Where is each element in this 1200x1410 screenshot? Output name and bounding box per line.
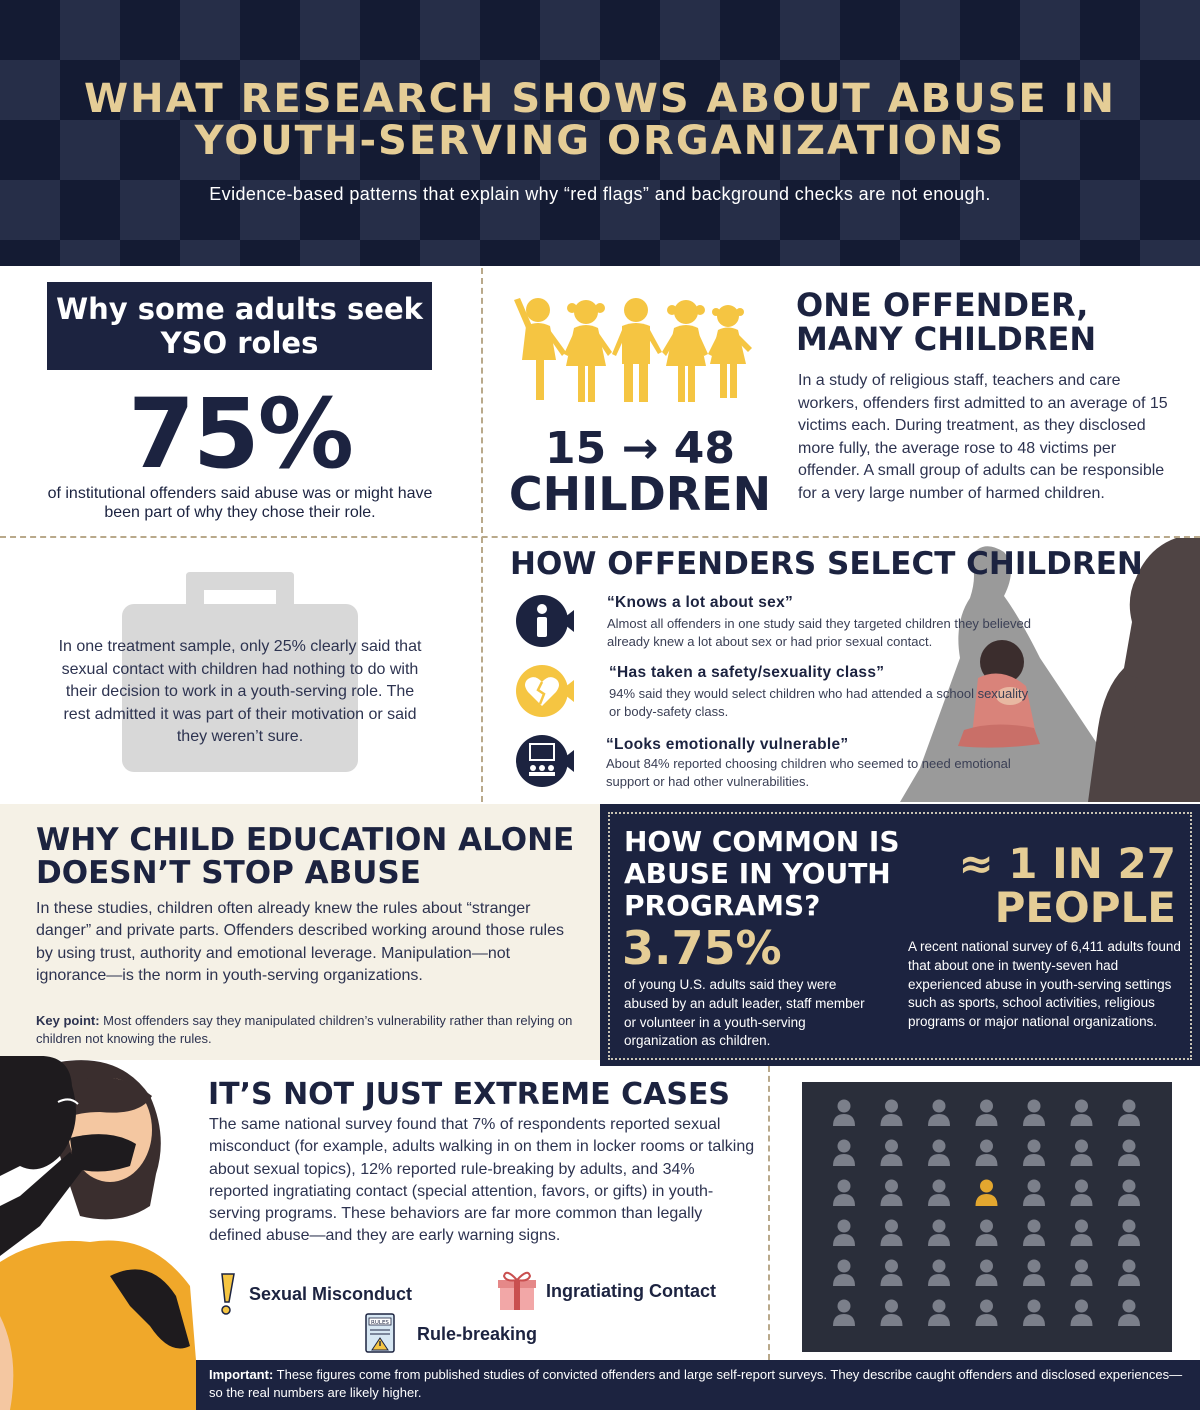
info-icon (516, 592, 574, 650)
person-icon (976, 1260, 998, 1287)
person-icon (1023, 1100, 1045, 1127)
ratio-line-2: PEOPLE (994, 883, 1176, 932)
key-point-label: Key point: (36, 1013, 100, 1028)
person-icon (976, 1100, 998, 1127)
person-icon (976, 1140, 998, 1167)
person-icon (1023, 1300, 1045, 1327)
person-icon (1118, 1100, 1140, 1127)
classroom-icon (516, 732, 574, 790)
divider-vertical-bottom (768, 1066, 770, 1360)
person-icon (1071, 1140, 1093, 1167)
person-icon (1071, 1180, 1093, 1207)
person-icon (928, 1140, 950, 1167)
person-icon (1118, 1260, 1140, 1287)
page-title: WHAT RESEARCH SHOWS ABOUT ABUSE IN YOUTH-SERVING ORGANIZATIONS (83, 76, 1117, 164)
person-icon (1071, 1300, 1093, 1327)
divider-vertical-top (481, 268, 483, 802)
rules-document-icon (364, 1312, 398, 1356)
ratio-line-1: ≈ 1 IN 27 (958, 839, 1176, 888)
person-icon (1118, 1220, 1140, 1247)
person-icon (1118, 1140, 1140, 1167)
extreme-cases-title: IT’S NOT JUST EXTREME CASES (208, 1077, 731, 1112)
person-icon (833, 1100, 855, 1127)
person-icon (1071, 1260, 1093, 1287)
person-icon (1118, 1300, 1140, 1327)
person-icon (928, 1180, 950, 1207)
select-item-heading: “Knows a lot about sex” (607, 594, 794, 611)
person-icon (928, 1260, 950, 1287)
children-silhouettes-icon (504, 290, 754, 410)
person-icon (1023, 1180, 1045, 1207)
person-icon (1023, 1140, 1045, 1167)
person-icon (1023, 1260, 1045, 1287)
stat-3-75-percent: 3.75% (622, 921, 782, 975)
seek-roles-heading: Why some adults seek YSO roles (47, 282, 432, 370)
frightened-girl-illustration (0, 1056, 200, 1410)
one-offender-body: In a study of religious staff, teachers and care workers, offenders first admitted to an average of 15 victims each. During treatment, as they disclosed more fully, the average rose to 48 victims per offender. A small group of adults can be responsible for a very large number of harmed children. (798, 372, 1168, 502)
select-item-heading: “Has taken a safety/sexuality class” (609, 664, 885, 681)
person-icon (1071, 1100, 1093, 1127)
one-offender-title: ONE OFFENDER, MANY CHILDREN (796, 286, 1097, 358)
ratio-caption: A recent national survey of 6,411 adults found that about one in twenty-seven had experienced abuse in youth-serving settings such as sports, school activities, religious programs or major national organizations. (908, 939, 1181, 1030)
select-item-body: 94% said they would select children who had attended a school sexuality or body-safety class. (609, 686, 1029, 719)
stat-75-caption: of institutional offenders said abuse was or might have been part of why they chose their role. (47, 485, 433, 521)
person-icon (881, 1140, 903, 1167)
select-item-body: Almost all offenders in one study said they targeted children they believed already knew a lot about sex or had prior sexual contact. (607, 616, 1031, 649)
person-icon (928, 1300, 950, 1327)
footer-text: These figures come from published studies of convicted offenders and large self-report surveys. They describe caught offenders and disclosed experiences—so the real numbers are likely higher. (209, 1367, 1183, 1400)
person-icon-highlighted (976, 1180, 998, 1207)
gift-icon (496, 1268, 538, 1312)
education-body: In these studies, children often already knew the rules about “stranger danger” and private parts. Offenders described working around those rules by using trust, authority and emotional leverage. Manipulation—not ignorance—is the norm in youth-serving organizations. (36, 900, 565, 984)
education-title: WHY CHILD EDUCATION ALONE DOESN’T STOP ABUSE (36, 822, 575, 891)
person-icon (928, 1100, 950, 1127)
stat-75-percent: 75% (128, 378, 352, 490)
select-children-title: HOW OFFENDERS SELECT CHILDREN (510, 546, 1143, 582)
person-icon (1118, 1180, 1140, 1207)
person-icon (881, 1260, 903, 1287)
person-icon (881, 1220, 903, 1247)
person-icon (881, 1100, 903, 1127)
broken-heart-icon (516, 662, 574, 720)
person-icon (833, 1220, 855, 1247)
legend-rule-breaking: Rule-breaking (417, 1324, 538, 1344)
rules-sign-text: RULES (371, 1320, 389, 1326)
header-banner (0, 0, 1200, 266)
footer-label: Important: (209, 1367, 274, 1382)
page-subtitle: Evidence-based patterns that explain why “red flags” and background checks are not enough. (209, 184, 991, 204)
person-icon (1071, 1220, 1093, 1247)
legend-ingratiating-contact: Ingratiating Contact (546, 1281, 716, 1301)
person-icon (928, 1220, 950, 1247)
treatment-sample-text: In one treatment sample, only 25% clearly said that sexual contact with children had nothing to do with their decision to work in a youth-serving role. The rest admitted it was part of their motivation or said they weren’t sure. (58, 638, 422, 745)
stat-3-75-caption: of young U.S. adults said they were abused by an adult leader, staff member or volunteer in a youth-serving organization as children. (624, 977, 865, 1049)
person-icon (833, 1260, 855, 1287)
common-title: HOW COMMON IS ABUSE IN YOUTH PROGRAMS? (624, 825, 900, 922)
person-icon (976, 1300, 998, 1327)
select-item-heading: “Looks emotionally vulnerable” (606, 736, 849, 753)
exclamation-icon (216, 1272, 238, 1316)
person-icon (976, 1220, 998, 1247)
education-key-point (36, 1012, 584, 1047)
key-point-text: Most offenders say they manipulated children’s vulnerability rather than relying on children not knowing the rules. (36, 1013, 573, 1046)
person-icon (881, 1180, 903, 1207)
victims-unit: CHILDREN (508, 467, 772, 521)
victims-range: 15 → 48 (545, 423, 735, 474)
person-icon (833, 1180, 855, 1207)
select-item-body: About 84% reported choosing children who seemed to need emotional support or had other vulnerabilities. (606, 756, 1011, 789)
person-icon (881, 1300, 903, 1327)
footer-note (209, 1366, 1189, 1402)
extreme-cases-body: The same national survey found that 7% of respondents reported sexual misconduct (for example, adults walking in on them in locker rooms or talking about sexual topics), 12% reported rule-breaking by adults, and 34% reported ingratiating contact (special attention, favors, or gifts) in youth-serving programs. These behaviors are far more common than legally defined abuse—and they are early warning signs. (209, 1116, 755, 1245)
legend-sexual-misconduct: Sexual Misconduct (249, 1284, 413, 1304)
person-icon (833, 1300, 855, 1327)
person-icon (1023, 1220, 1045, 1247)
person-icon (833, 1140, 855, 1167)
people-grid-chart (802, 1082, 1172, 1352)
